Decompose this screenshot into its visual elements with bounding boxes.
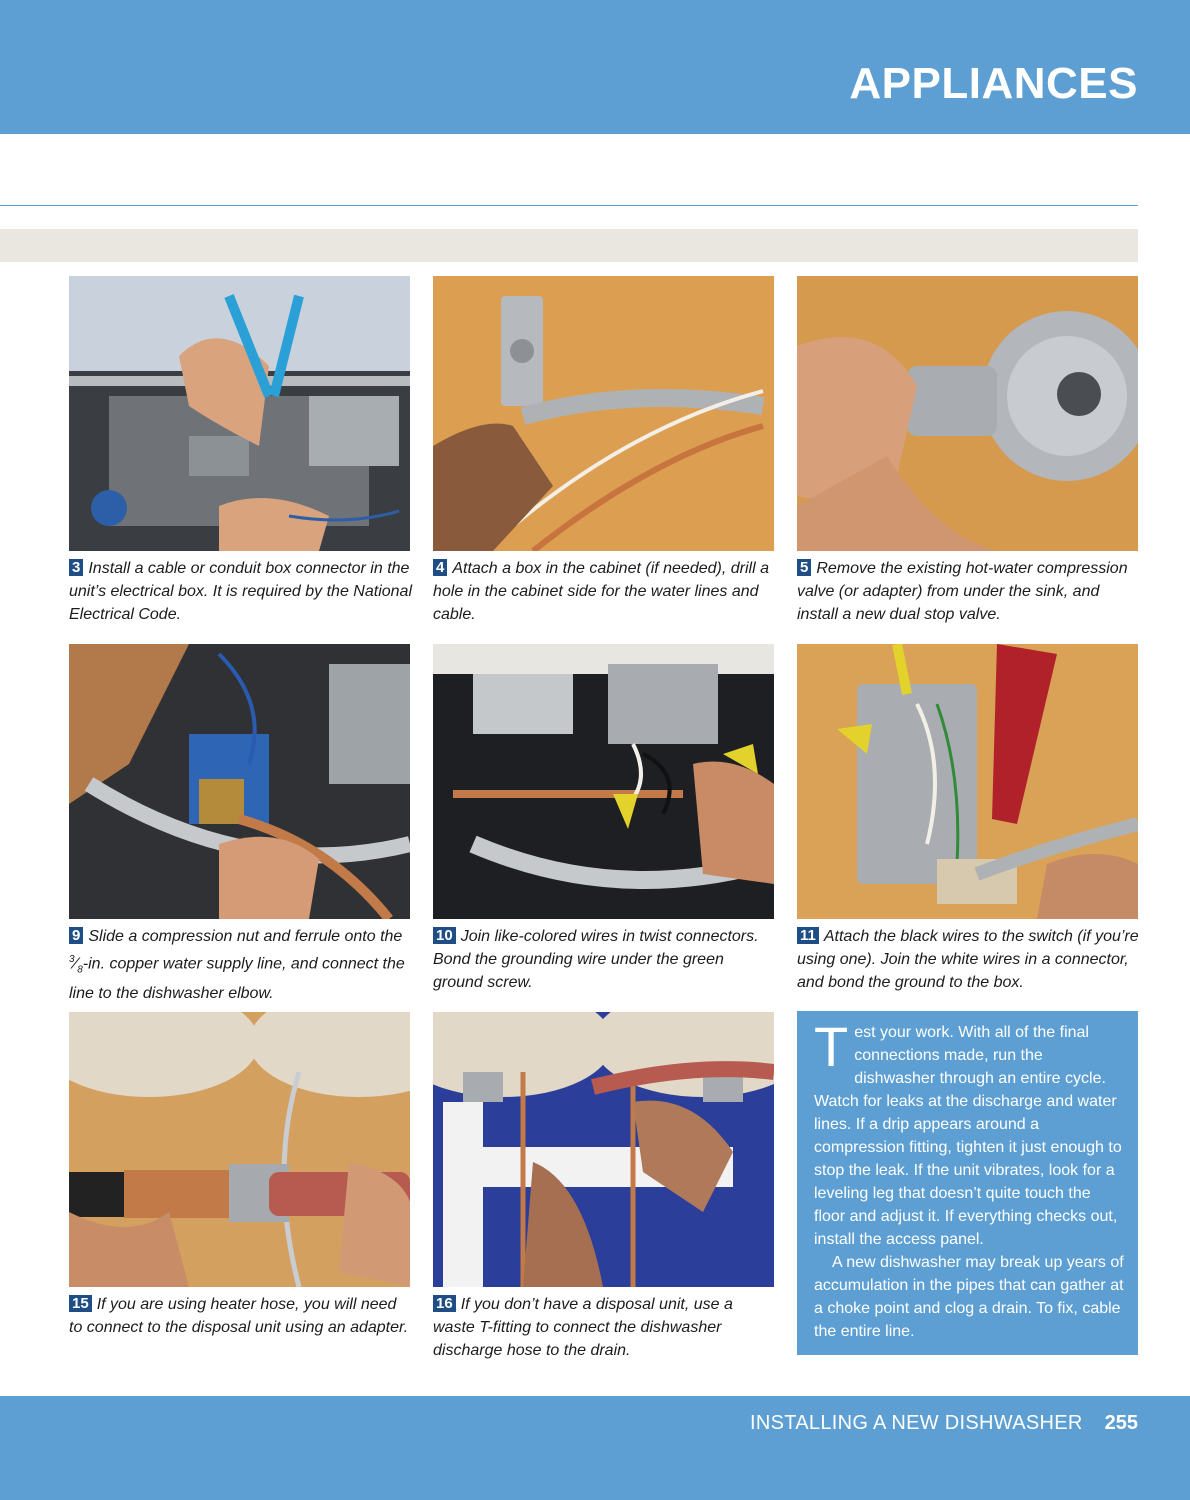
- photo-step-16: [433, 1012, 774, 1287]
- step-number-badge: 5: [797, 559, 811, 576]
- drop-cap: T: [814, 1015, 849, 1078]
- caption-text: Join like-colored wires in twist connectors. Bond the grounding wire under the green ground screw.: [433, 928, 759, 991]
- page-number: 255: [1104, 1412, 1138, 1434]
- caption-step-16: [433, 1293, 778, 1362]
- photo-step-5: [797, 276, 1138, 551]
- caption-text-continued: -in. copper water supply line, and connect the line to the dishwasher elbow.: [69, 955, 405, 1002]
- step-number-badge: 9: [69, 927, 83, 944]
- caption-step-10: [433, 925, 778, 994]
- photo-step-4: [433, 276, 774, 551]
- caption-step-3: [69, 557, 414, 626]
- divider-rule: [0, 205, 1138, 206]
- caption-text: Slide a compression nut and ferrule onto the: [88, 928, 403, 945]
- step-number-badge: 3: [69, 559, 83, 576]
- tip-paragraph-1-text: est your work. With all of the final connections made, run the dishwasher through an entire cycle. Watch for leaks at the discharge and water lines. If a drip appears around a compression fitting, tighten it just enough to stop the leak. If the unit vibrates, look for a leveling leg that doesn’t quite touch the floor and adjust it. If everything checks out, install the access panel.: [814, 1024, 1122, 1248]
- photo-step-11: [797, 644, 1138, 919]
- caption-step-15: [69, 1293, 414, 1339]
- caption-text: Install a cable or conduit box connector in the unit’s electrical box. It is required by the National Electrical Code.: [69, 560, 412, 623]
- photo-step-3: [69, 276, 410, 551]
- running-footer: [750, 1411, 1138, 1435]
- photo-step-15: [69, 1012, 410, 1287]
- caption-step-11: [797, 925, 1142, 994]
- tip-box: [797, 1011, 1138, 1355]
- step-number-badge: 10: [433, 927, 456, 944]
- step-number-badge: 15: [69, 1295, 92, 1312]
- caption-text: Attach a box in the cabinet (if needed), drill a hole in the cabinet side for the water lines and cable.: [433, 560, 769, 623]
- step-number-badge: 16: [433, 1295, 456, 1312]
- tip-paragraph-1: [814, 1015, 1126, 1251]
- step-number-badge: 11: [797, 927, 819, 944]
- caption-step-5: [797, 557, 1142, 626]
- photo-step-9: [69, 644, 410, 919]
- tip-paragraph-2: A new dishwasher may break up years of accumulation in the pipes that can gather at a choke point and clog a drain. To fix, cable the entire line.: [814, 1254, 1124, 1340]
- caption-text: Remove the existing hot-water compression valve (or adapter) from under the sink, and install a new dual stop valve.: [797, 560, 1128, 623]
- caption-text: If you don’t have a disposal unit, use a waste T-fitting to connect the dishwasher discharge hose to the drain.: [433, 1296, 733, 1359]
- footer-section-title: INSTALLING A NEW DISHWASHER: [750, 1412, 1083, 1434]
- caption-text: Attach the black wires to the switch (if you’re using one). Join the white wires in a connector, and bond the ground to the box.: [797, 928, 1139, 991]
- photo-step-10: [433, 644, 774, 919]
- caption-step-9: 9 Slide a compression nut and ferrule onto the $^3⁄_8-in$. copper water supply line, and connect the line to the dishwasher elbow.: [69, 927, 405, 1002]
- gray-band: [0, 229, 1138, 262]
- caption-text: If you are using heater hose, you will need to connect to the disposal unit using an adapter.: [69, 1296, 409, 1336]
- fraction-denominator: 8: [77, 964, 83, 976]
- section-title: APPLIANCES: [849, 59, 1138, 108]
- caption-step-4: [433, 557, 778, 626]
- step-number-badge: 4: [433, 559, 447, 576]
- fraction-numerator: 3: [69, 954, 75, 965]
